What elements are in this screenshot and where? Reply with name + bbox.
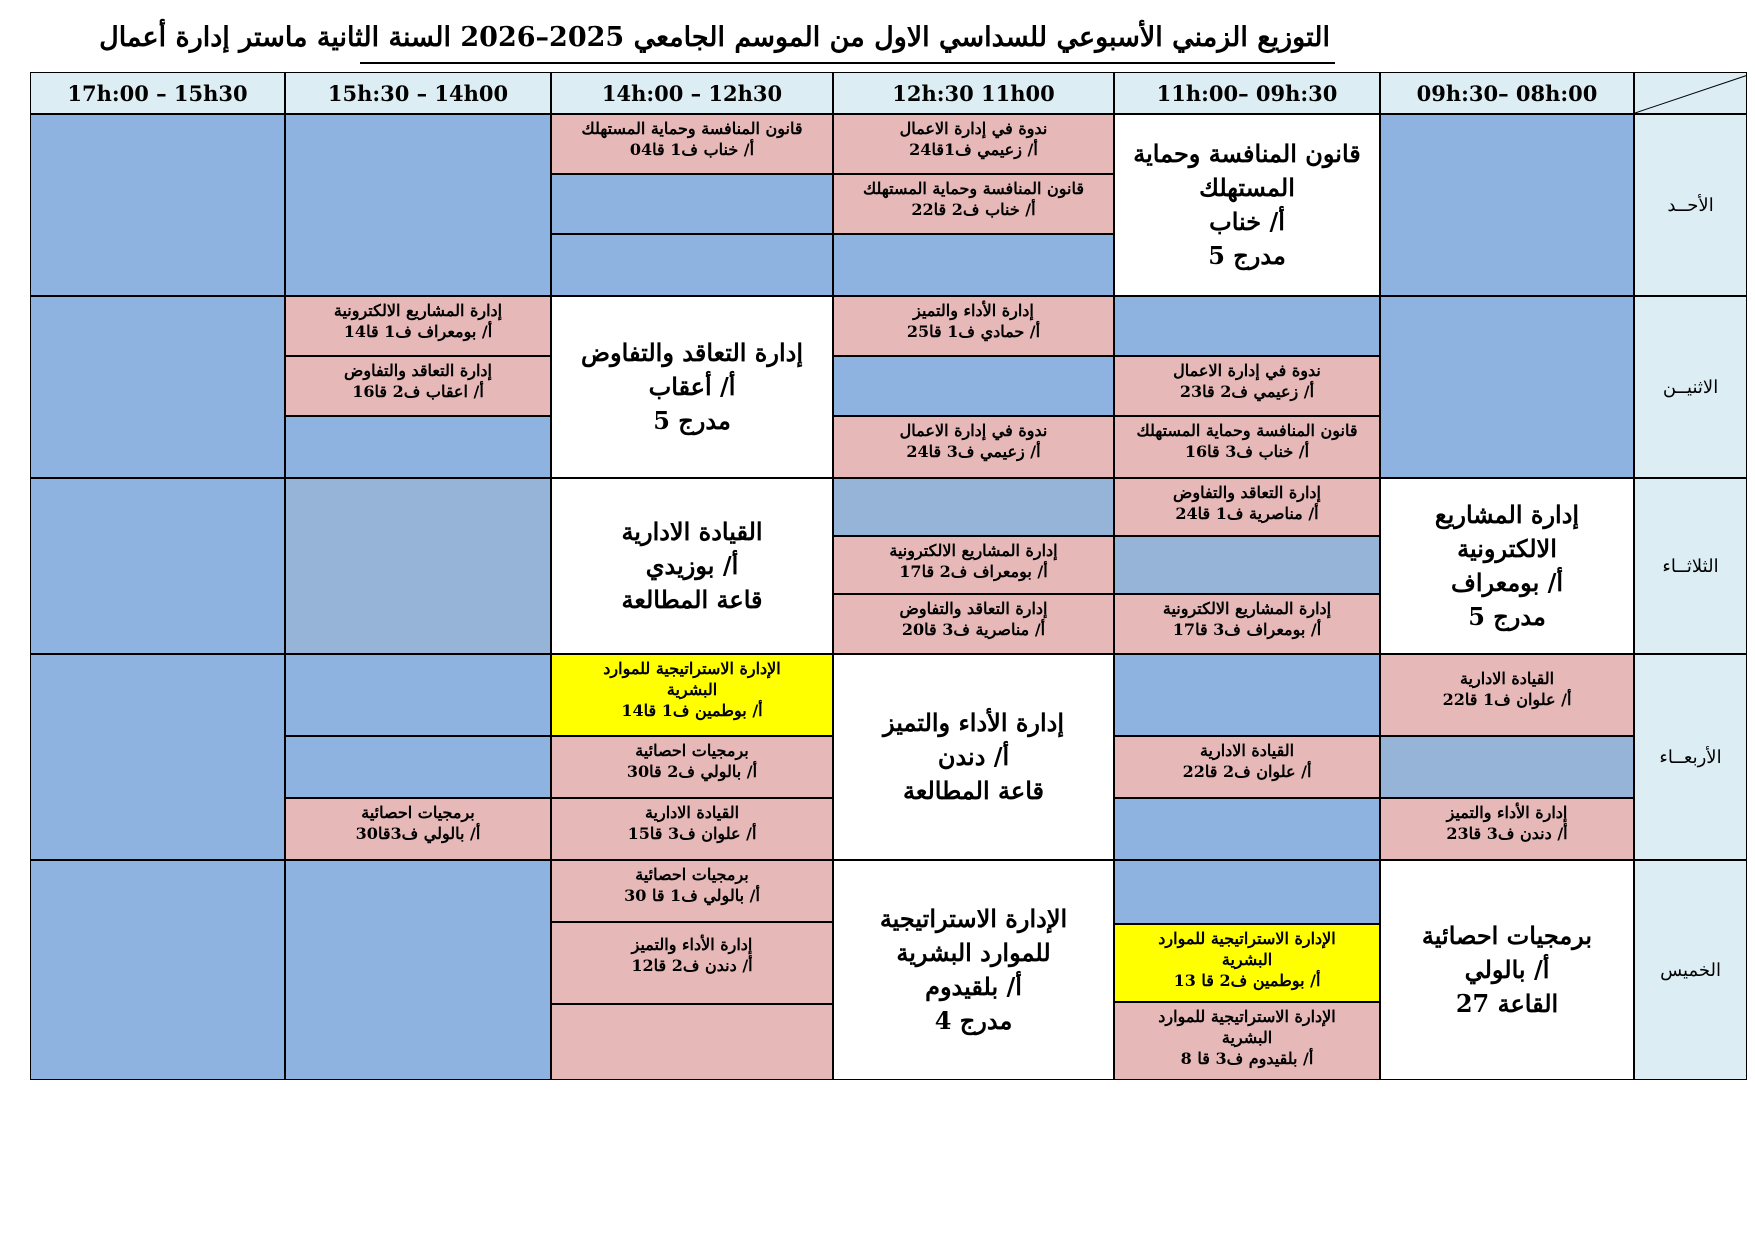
group-session <box>833 536 1114 594</box>
course-name: ندوة في إدارة الاعمال <box>1173 361 1321 380</box>
group-session <box>1114 416 1380 478</box>
empty-slot <box>1114 536 1380 594</box>
time-header-3: 12h:30 11h00 <box>833 72 1114 114</box>
course-name: برمجيات احصائية <box>635 741 749 760</box>
day-thursday: الخميس <box>1634 860 1747 1080</box>
session-details: أ/ خناب ف1 قا04 <box>629 140 755 159</box>
group-session <box>833 416 1114 478</box>
instructor: أ/ أعقاب <box>648 372 736 401</box>
course-name: إدارة المشاريع الالكترونية <box>1434 500 1580 563</box>
empty-slot <box>833 356 1114 416</box>
course-name: قانون المنافسة وحماية المستهلك <box>862 179 1085 198</box>
title-underline <box>360 62 1335 64</box>
course-name: القيادة الادارية <box>1459 669 1555 688</box>
course-name: ندوة في إدارة الاعمال <box>899 421 1048 440</box>
group-session <box>1114 478 1380 536</box>
session-details: أ/ بوطمين ف1 قا14 <box>621 701 763 720</box>
day-tuesday: الثلاثــاء <box>1634 478 1747 654</box>
empty-slot <box>285 736 551 798</box>
group-session <box>1114 356 1380 416</box>
empty-slot <box>285 860 551 1080</box>
room: قاعة المطالعة <box>903 776 1044 805</box>
course-name: إدارة المشاريع الالكترونية <box>1162 599 1332 618</box>
course-name: القيادة الادارية <box>621 517 763 546</box>
course-name: إدارة التعاقد والتفاوض <box>1173 483 1321 502</box>
empty-slot <box>30 654 285 860</box>
session-details: أ/ خناب ف3 قا16 <box>1184 442 1310 461</box>
page-title: التوزيع الزمني الأسبوعي للسداسي الاول من الموسم الجامعي 2025–2026 السنة الثانية ماستر إدارة أعمال <box>99 22 1330 53</box>
session-details: أ/ مناصرية ف1 قا24 <box>1175 504 1319 523</box>
lecture-cell <box>833 654 1114 860</box>
course-name: الإدارة الاستراتيجية للموارد البشرية <box>1158 1007 1336 1047</box>
instructor: أ/ بوزيدي <box>645 551 739 580</box>
empty-slot <box>285 114 551 296</box>
time-header-4: 14h:00 – 12h30 <box>551 72 833 114</box>
course-name: إدارة الأداء والتميز <box>631 935 753 954</box>
session-details: أ/ علوان ف3 قا15 <box>627 824 757 843</box>
group-session-highlighted <box>1114 924 1380 1002</box>
empty-slot <box>1380 114 1634 296</box>
session-details: أ/ بالولي ف3قا30 <box>355 824 481 843</box>
session-details: أ/ بومعراف ف2 قا17 <box>899 562 1048 581</box>
corner-cell <box>1634 72 1747 114</box>
session-details: أ/ دندن ف3 قا23 <box>1446 824 1568 843</box>
course-name: برمجيات احصائية <box>635 865 749 884</box>
group-session <box>551 736 833 798</box>
course-name-line2: للموارد البشرية <box>896 938 1051 967</box>
lecture-cell <box>1114 114 1380 296</box>
session-details: أ/ زعيمي ف3 قا24 <box>906 442 1041 461</box>
empty-slot <box>1114 296 1380 356</box>
session-details: أ/ زعيمي ف2 قا23 <box>1179 382 1315 401</box>
group-session <box>551 922 833 1004</box>
group-session <box>1380 798 1634 860</box>
lecture-cell <box>1380 478 1634 654</box>
session-details: أ/ خناب ف2 قا22 <box>911 200 1036 219</box>
empty-slot <box>30 478 285 654</box>
course-name: الإدارة الاستراتيجية للموارد البشرية <box>603 659 781 699</box>
course-name: قانون المنافسة وحماية المستهلك <box>581 119 803 138</box>
group-session <box>833 296 1114 356</box>
course-name: إدارة التعاقد والتفاوض <box>581 338 803 367</box>
session-details: أ/ بومعراف ف3 قا17 <box>1172 620 1322 639</box>
group-session <box>833 114 1114 174</box>
time-header-2: 11h:00– 09h:30 <box>1114 72 1380 114</box>
course-name: القيادة الادارية <box>1199 741 1295 760</box>
group-session <box>1380 654 1634 736</box>
group-session <box>285 356 551 416</box>
empty-slot <box>1114 798 1380 860</box>
lecture-cell <box>551 296 833 478</box>
course-name: قانون المنافسة وحماية المستهلك <box>1136 421 1358 440</box>
room: مدرج 5 <box>653 406 731 435</box>
room: القاعة 27 <box>1455 989 1559 1018</box>
course-name: إدارة المشاريع الالكترونية <box>889 541 1058 560</box>
empty-slot <box>285 478 551 654</box>
course-name: إدارة الأداء والتميز <box>913 301 1034 320</box>
course-name: ندوة في إدارة الاعمال <box>899 119 1048 138</box>
session-details: أ/ بومعراف ف1 قا14 <box>343 322 493 341</box>
time-header-5: 15h:30 – 14h00 <box>285 72 551 114</box>
group-session <box>551 798 833 860</box>
course-name: إدارة المشاريع الالكترونية <box>333 301 503 320</box>
lecture-cell <box>551 478 833 654</box>
empty-slot <box>30 296 285 478</box>
empty-slot <box>30 114 285 296</box>
instructor: أ/ بالولي <box>1464 955 1550 984</box>
course-name: الإدارة الاستراتيجية للموارد البشرية <box>1158 929 1336 969</box>
group-session <box>1114 594 1380 654</box>
session-details: أ/ مناصرية ف3 قا20 <box>901 620 1046 639</box>
session-details: أ/ بلقيدوم ف3 قا 8 <box>1180 1049 1314 1068</box>
room: قاعة المطالعة <box>621 585 763 614</box>
empty-slot <box>1114 860 1380 924</box>
group-session <box>285 798 551 860</box>
group-session <box>833 594 1114 654</box>
course-name: إدارة الأداء والتميز <box>882 708 1065 737</box>
empty-slot <box>551 174 833 234</box>
group-session <box>285 296 551 356</box>
course-name: قانون المنافسة وحماية المستهلك <box>1133 139 1361 202</box>
empty-slot <box>30 860 285 1080</box>
room: مدرج 5 <box>1208 241 1286 270</box>
instructor: أ/ خناب <box>1209 207 1285 236</box>
day-wednesday: الأربعــاء <box>1634 654 1747 860</box>
session-details: أ/ بالولي ف1 قا 30 <box>624 886 760 905</box>
course-name: إدارة الأداء والتميز <box>1446 803 1568 822</box>
diagonal-line-icon <box>1635 73 1747 114</box>
course-name: الإدارة الاستراتيجية <box>879 904 1068 933</box>
empty-slot <box>833 478 1114 536</box>
empty-slot <box>833 234 1114 296</box>
course-name: القيادة الادارية <box>644 803 740 822</box>
course-name: إدارة التعاقد والتفاوض <box>344 361 492 380</box>
timetable-grid <box>30 72 1747 1080</box>
group-session <box>1114 1002 1380 1080</box>
instructor: أ/ بومعراف <box>1450 568 1564 597</box>
empty-slot <box>285 654 551 736</box>
group-session <box>833 174 1114 234</box>
instructor: أ/ بلقيدوم <box>925 972 1022 1001</box>
instructor: أ/ دندن <box>937 742 1010 771</box>
lecture-cell <box>833 860 1114 1080</box>
empty-group-slot <box>551 1004 833 1080</box>
session-details: أ/ دندن ف2 قا12 <box>631 956 753 975</box>
group-session-highlighted <box>551 654 833 736</box>
course-name: إدارة التعاقد والتفاوض <box>899 599 1048 618</box>
day-sunday: الأحــد <box>1634 114 1747 296</box>
session-details: أ/ زعيمي ف1قا24 <box>909 140 1038 159</box>
session-details: أ/ علوان ف2 قا22 <box>1182 762 1312 781</box>
time-header-6: 17h:00 – 15h30 <box>30 72 285 114</box>
empty-slot <box>285 416 551 478</box>
session-details: أ/ علوان ف1 قا22 <box>1442 690 1572 709</box>
room: مدرج 5 <box>1468 602 1546 631</box>
lecture-cell <box>1380 860 1634 1080</box>
group-session <box>1114 736 1380 798</box>
session-details: أ/ اعقاب ف2 قا16 <box>352 382 484 401</box>
session-details: أ/ بالولي ف2 قا30 <box>626 762 758 781</box>
session-details: أ/ حمادي ف1 قا25 <box>906 322 1041 341</box>
session-details: أ/ بوطمين ف2 قا 13 <box>1173 971 1321 990</box>
empty-slot <box>1114 654 1380 736</box>
group-session <box>551 860 833 922</box>
room: مدرج 4 <box>934 1006 1013 1035</box>
group-session <box>551 114 833 174</box>
time-header-1: 09h:30– 08h:00 <box>1380 72 1634 114</box>
empty-slot <box>1380 296 1634 478</box>
empty-slot <box>551 234 833 296</box>
day-monday: الاثنيــن <box>1634 296 1747 478</box>
empty-slot <box>1380 736 1634 798</box>
course-name: برمجيات احصائية <box>361 803 475 822</box>
course-name: برمجيات احصائية <box>1421 921 1593 950</box>
